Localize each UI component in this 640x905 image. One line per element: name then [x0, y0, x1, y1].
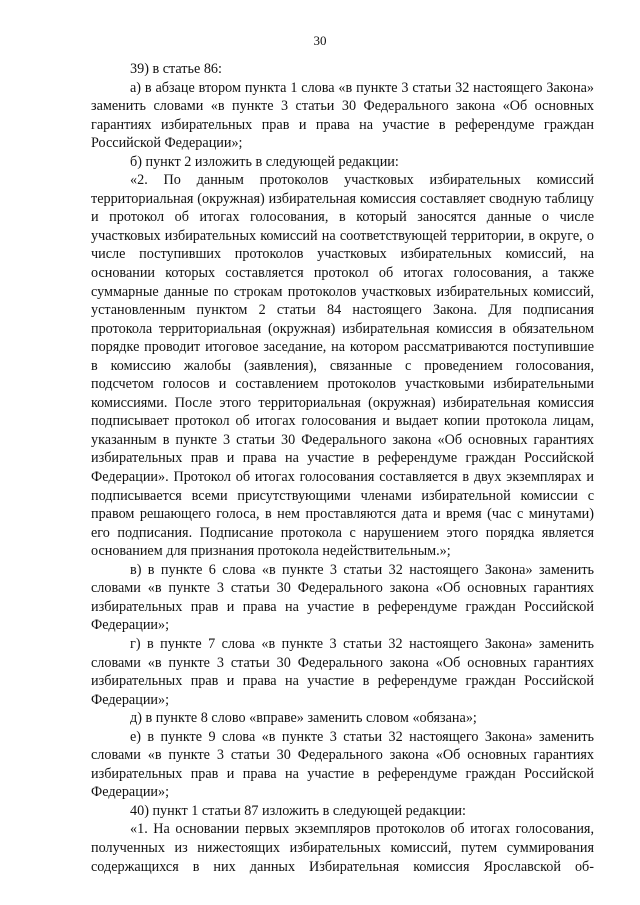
- paragraph-article-40: 40) пункт 1 статьи 87 изложить в следующей редакции:: [130, 802, 466, 819]
- paragraph-item-v: в) в пункте 6 слова «в пункте 3 статьи 32 настоящего Закона» заменить словами «в пункте 3 статьи 30 Федерального закона «Об основных гарантиях избирательных прав и права на участие в референдуме граждан Российской Федерации»;: [91, 561, 594, 634]
- page-number: 30: [313, 33, 327, 48]
- paragraph-quoted-point-1: «1. На основании первых экземпляров протоколов об итогах голосования, полученных из нижестоящих избирательных комиссий, путем суммирования содержащихся в них данных Избирательная комиссия Ярославской об-: [91, 821, 594, 875]
- paragraph-item-b: б) пункт 2 изложить в следующей редакции:: [130, 153, 399, 170]
- paragraph-item-g: г) в пункте 7 слова «в пункте 3 статьи 32 настоящего Закона» заменить словами «в пункте 3 статьи 30 Федерального закона «Об основных гарантиях избирательных прав и права на участие в референдуме граждан Российской Федерации»;: [91, 635, 594, 708]
- paragraph-item-d: д) в пункте 8 слово «вправе» заменить словом «обязана»;: [130, 710, 477, 727]
- paragraph-article-39: 39) в статье 86:: [130, 61, 222, 77]
- document-body: [91, 60, 594, 876]
- paragraph-item-a: а) в абзаце втором пункта 1 слова «в пункте 3 статьи 32 настоящего Закона» заменить словами «в пункте 3 статьи 30 Федерального закона «Об основных гарантиях избирательных прав и права на участие в референдуме граждан Российской Федерации»;: [91, 79, 594, 152]
- paragraph-item-e: е) в пункте 9 слова «в пункте 3 статьи 32 настоящего Закона» заменить словами «в пункте 3 статьи 30 Федерального закона «Об основных гарантиях избирательных прав и права на участие в референдуме граждан Российской Федерации»;: [91, 728, 594, 801]
- paragraph-quoted-point-2: «2. По данным протоколов участковых избирательных комиссий территориальная (окружная) избирательная комиссия составляет сводную таблицу и протокол об итогах голосования, в который заносятся данные о числе участковых избирательных комиссий на соответствующей территории, в округе, о числе поступивших протоколов участковых избирательных комиссий, на основании которых составляется протокол об итогах голосования, а также суммарные данные по строкам протоколов участковых избирательных комиссий, установленным пунктом 2 статьи 84 настоящего Закона. Для подписания протокола территориальная (окружная) избирательная комиссия в обязательном порядке проводит итоговое заседание, на котором рассматриваются поступившие в комиссию жалобы (заявления), связанные с проведением голосования, подсчетом голосов и составлением протоколов участковыми избирательными комиссиями. После этого территориальная (окружная) избирательная комиссия подписывает протокол об итогах голосования и выдает копии протокола лицам, указанным в пункте 3 статьи 30 Федерального закона «Об основных гарантиях избирательных прав и права на участие в референдуме граждан Российской Федерации». Протокол об итогах голосования составляется в двух экземплярах и подписывается всеми присутствующими членами избирательной комиссии с правом решающего голоса, в нем проставляются дата и время (час с минутами) его подписания. Подписание протокола с нарушением этого порядка является основанием для признания протокола недействительным.»;: [91, 172, 594, 560]
